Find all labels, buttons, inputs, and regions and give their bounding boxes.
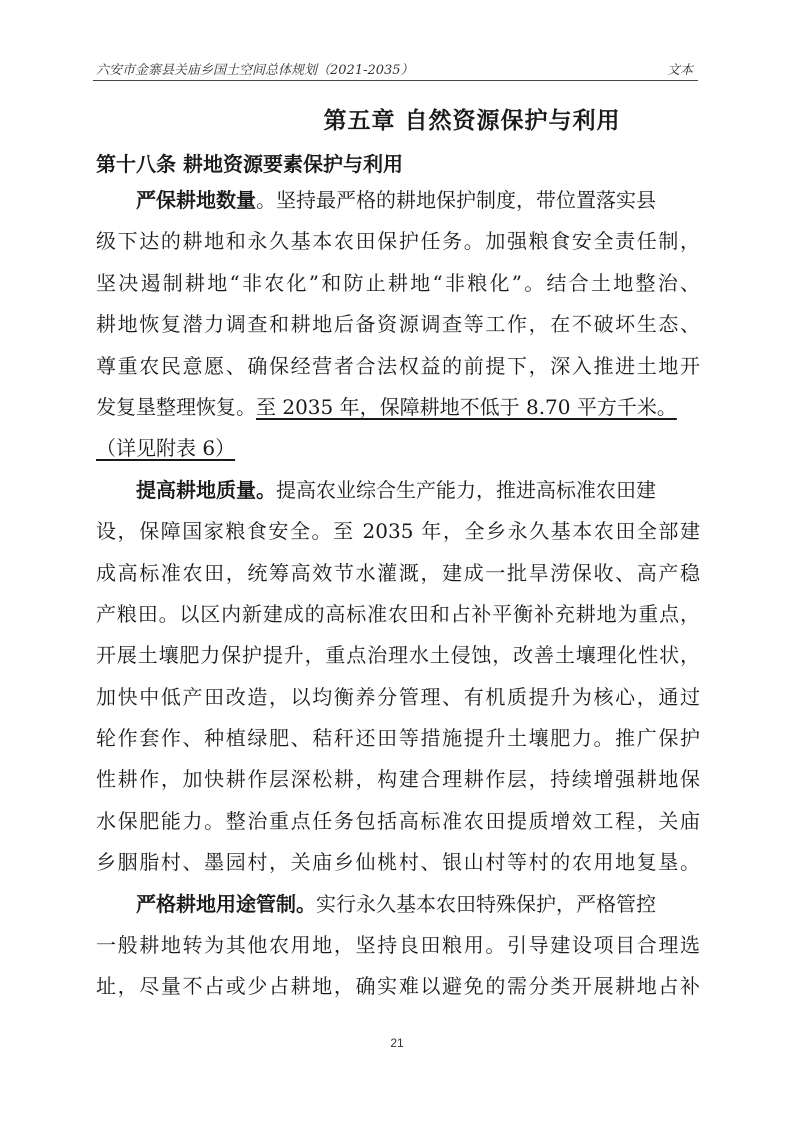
body-text — [96, 180, 700, 1008]
page-number: 21 — [390, 1036, 404, 1050]
article-title: 第十八条 耕地资源要素保护与利用 — [96, 152, 403, 176]
paragraph-line: 轮作套作、种植绿肥、秸秆还田等措施提升土壤肥力。推广保护 — [96, 726, 700, 751]
header-document-type: 文本 — [666, 63, 693, 78]
paragraph-line: 耕地恢复潜力调查和耕地后备资源调查等工作，在不破坏生态、 — [96, 312, 700, 337]
paragraph-line: 水保肥能力。整治重点任务包括高标准农田提质增效工程，关庙 — [96, 808, 700, 833]
paragraph-line: 乡胭脂村、墨园村，关庙乡仙桃村、银山村等村的农用地复垦。 — [96, 850, 700, 875]
paragraph-lead-heading: 严格耕地用途管制。 — [136, 891, 316, 916]
paragraph-line: 性耕作，加快耕作层深松耕，构建合理耕作层，持续增强耕地保 — [96, 767, 700, 792]
paragraph-line: 级下达的耕地和永久基本农田保护任务。加强粮食安全责任制， — [96, 229, 700, 254]
paragraph-line: 开展土壤肥力保护提升，重点治理水土侵蚀，改善土壤理化性状， — [96, 643, 700, 668]
paragraph-line — [96, 884, 700, 925]
paragraph-line: 址，尽量不占或少占耕地，确实难以避免的需分类开展耕地占补 — [96, 974, 700, 999]
paragraph-text: 实行永久基本农田特殊保护，严格管控 — [316, 891, 656, 916]
paragraph-line: 坚决遏制耕地“非农化”和防止耕地“非粮化”。结合土地整治、 — [96, 270, 700, 295]
paragraph-line — [96, 428, 700, 469]
paragraph-line: 尊重农民意愿、确保经营者合法权益的前提下，深入推进土地开 — [96, 353, 700, 378]
paragraph-line — [96, 470, 700, 511]
paragraph-text: 发复垦整理恢复。 — [96, 394, 256, 419]
paragraph-lead-heading: 提高耕地质量。 — [136, 477, 276, 502]
paragraph-line: 加快中低产田改造，以均衡养分管理、有机质提升为核心，通过 — [96, 684, 700, 709]
appendix-reference: （详见附表 6） — [96, 436, 236, 461]
paragraph-line — [96, 180, 700, 221]
header-divider — [93, 80, 698, 81]
paragraph-text: 提高农业综合生产能力，推进高标准农田建 — [276, 477, 656, 502]
paragraph-text: 。坚持最严格的耕地保护制度，带位置落实县 — [256, 188, 656, 212]
chapter-title: 第五章 自然资源保护与利用 — [323, 108, 621, 134]
paragraph-line: 设，保障国家粮食安全。至 2035 年，全乡永久基本农田全部建 — [96, 519, 700, 544]
paragraph-line: 成高标准农田，统筹高效节水灌溉，建成一批旱涝保收、高产稳 — [96, 560, 700, 585]
paragraph-line — [96, 387, 700, 428]
paragraph-line: 产粮田。以区内新建成的高标准农田和占补平衡补充耕地为重点， — [96, 601, 700, 626]
header-document-title: 六安市金寨县关庙乡国土空间总体规划（2021-2035） — [96, 63, 414, 78]
underlined-target-text: 至 2035 年，保障耕地不低于 8.70 平方千米。 — [256, 394, 677, 419]
paragraph-line: 一般耕地转为其他农用地，坚持良田粮用。引导建设项目合理选 — [96, 933, 700, 958]
paragraph-lead-heading: 严保耕地数量 — [136, 188, 256, 212]
